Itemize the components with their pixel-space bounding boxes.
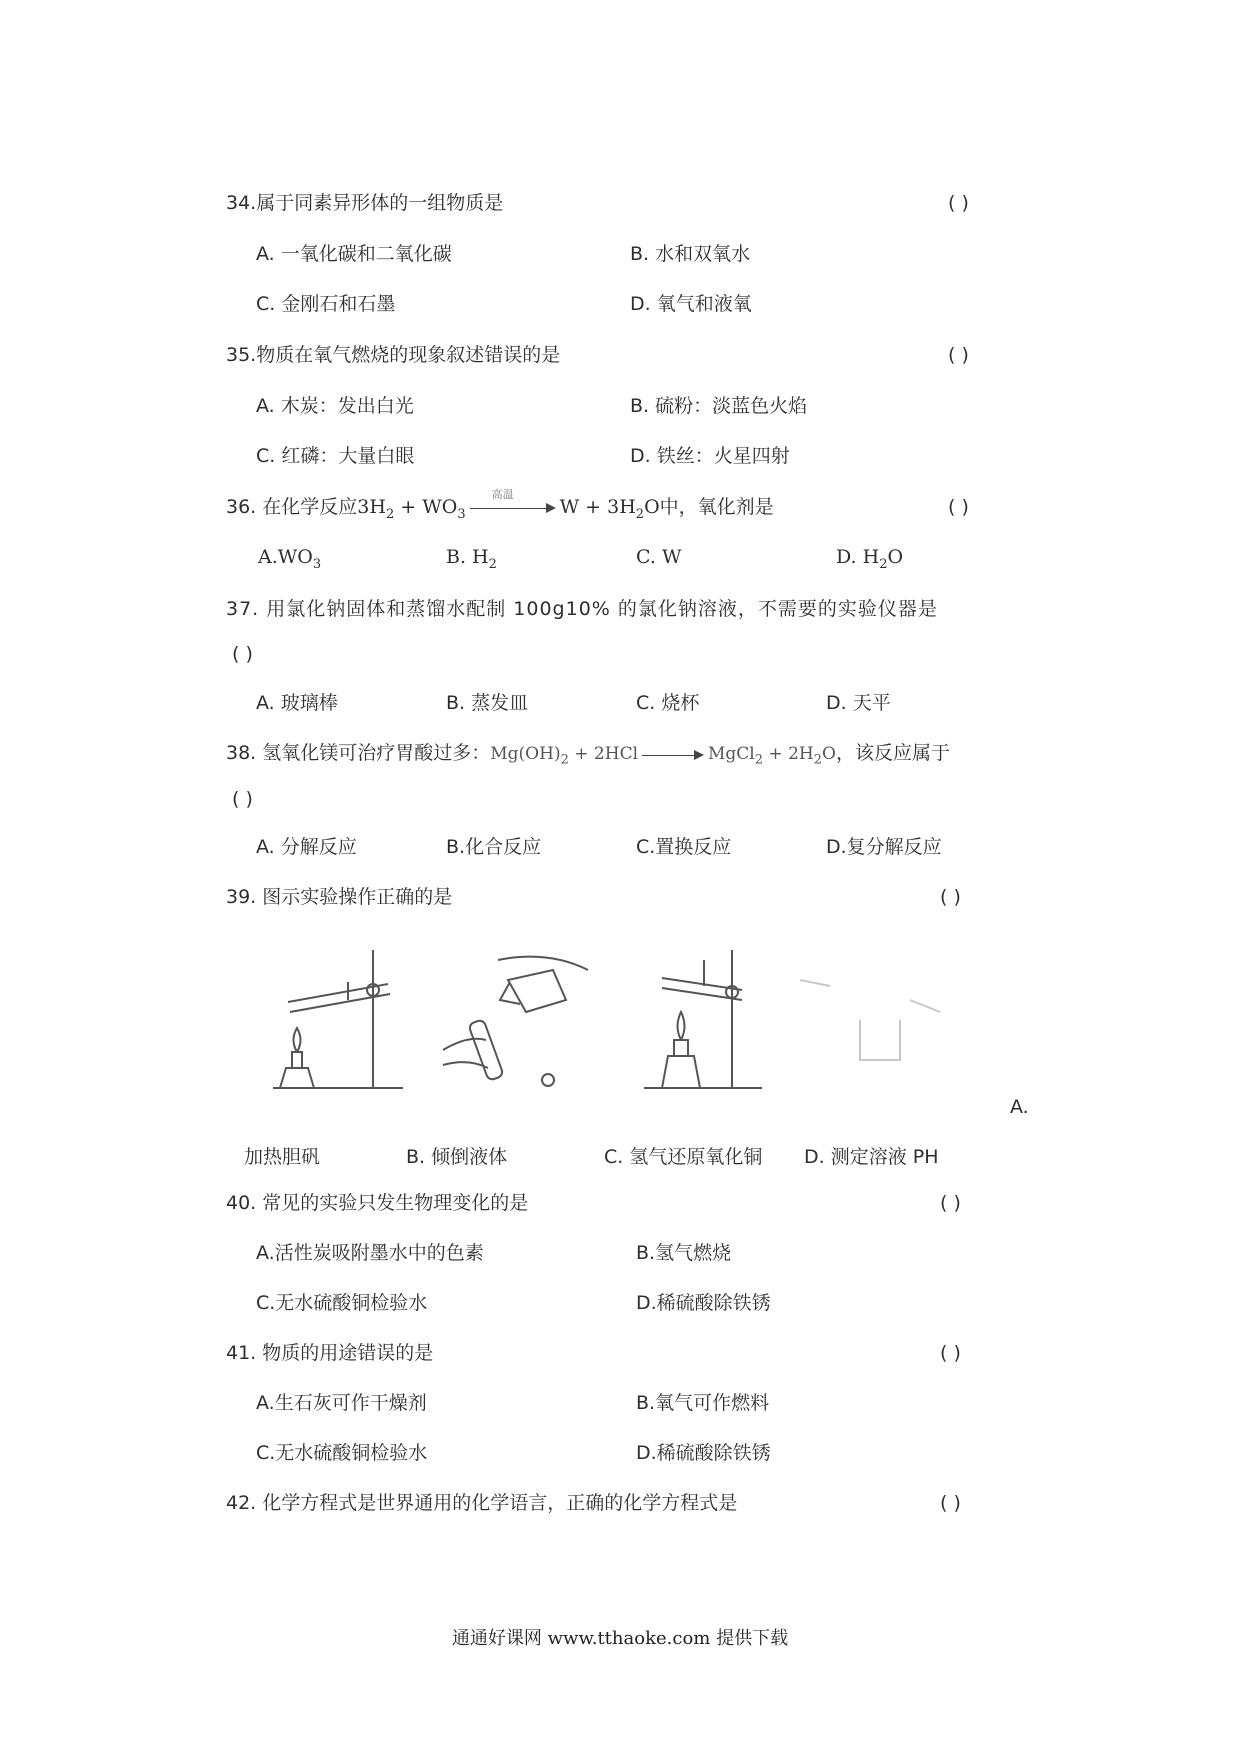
q36-eq-plus-sub: 3	[457, 506, 466, 522]
q36-option-b-main: B. H	[446, 546, 489, 568]
q36-option-d-main: D. H	[836, 546, 880, 568]
q38-eq-rhs: MgCl	[708, 744, 755, 764]
q38-eq-rhs-sub2: 2	[813, 752, 823, 768]
q38-eq-rhs-end: + 2H	[763, 744, 814, 764]
q38-option-c: C.置换反应	[636, 836, 732, 858]
question-36-stem	[226, 488, 774, 522]
q38-option-a: A. 分解反应	[256, 836, 357, 858]
q38-option-d: D.复分解反应	[826, 836, 942, 858]
q38-option-b: B.化合反应	[446, 836, 542, 858]
answer-bracket-42: ( )	[940, 1492, 961, 1514]
q38-equation	[490, 744, 836, 768]
q34-option-a: A. 一氧化碳和二氧化碳	[256, 243, 452, 265]
q36-option-b-sub: 2	[488, 556, 497, 572]
q38-stem-prefix: 38. 氢氧化镁可治疗胃酸过多：	[226, 742, 491, 764]
q40-option-b: B.氢气燃烧	[636, 1242, 732, 1264]
q34-option-d: D. 氧气和液氧	[630, 293, 752, 315]
q36-option-d-sub: 2	[879, 556, 888, 572]
answer-bracket-36: ( )	[948, 496, 969, 518]
figure-hydrogen-reduce-copper-oxide	[632, 940, 782, 1100]
q37-option-b: B. 蒸发皿	[446, 692, 529, 714]
q39-caption-b: B. 倾倒液体	[406, 1146, 508, 1168]
q36-option-d	[836, 546, 903, 572]
q35-option-a: A. 木炭：发出白光	[256, 395, 414, 417]
q39-caption-d: D. 测定溶液 PH	[804, 1146, 939, 1168]
q38-eq-rhs-sub: 2	[754, 752, 764, 768]
q40-option-d: D.稀硫酸除铁锈	[636, 1292, 771, 1314]
q37-option-d: D. 天平	[826, 692, 891, 714]
figure-pouring-liquid	[438, 940, 608, 1100]
q34-option-c: C. 金刚石和石墨	[256, 293, 396, 315]
q36-equation	[357, 488, 660, 522]
q39-trailing-a-label: A.	[1010, 1096, 1029, 1118]
answer-bracket-35: ( )	[948, 344, 969, 366]
question-42-stem: 42. 化学方程式是世界通用的化学语言，正确的化学方程式是	[226, 1492, 738, 1514]
q41-option-c: C.无水硫酸铜检验水	[256, 1442, 428, 1464]
question-38-stem	[226, 742, 950, 768]
q41-option-a: A.生石灰可作干燥剂	[256, 1392, 427, 1414]
q36-option-d-end: O	[887, 546, 904, 568]
q36-option-c	[636, 546, 681, 569]
answer-bracket-38: ( )	[232, 788, 253, 810]
q39-caption-a: 加热胆矾	[244, 1146, 321, 1168]
q34-option-b: B. 水和双氧水	[630, 243, 751, 265]
answer-bracket-41: ( )	[940, 1342, 961, 1364]
q36-option-c-main: C. W	[636, 546, 682, 568]
q36-eq-rhs-sub: 2	[635, 506, 645, 522]
q35-option-b: B. 硫粉：淡蓝色火焰	[630, 395, 808, 417]
q39-caption-c: C. 氢气还原氧化铜	[604, 1146, 763, 1168]
q36-eq-lhs: 3H	[357, 496, 386, 518]
footer-download-notice: 通通好课网 www.tthaoke.com 提供下载	[451, 1628, 789, 1649]
question-40-stem: 40. 常见的实验只发生物理变化的是	[226, 1192, 529, 1214]
pouring-liquid-icon	[438, 940, 608, 1100]
reaction-arrow-icon	[470, 488, 556, 514]
heating-apparatus-icon	[268, 940, 418, 1100]
question-35-stem: 35.物质在氧气燃烧的现象叙述错误的是	[226, 344, 561, 366]
hydrogen-reduction-icon	[632, 940, 782, 1100]
ph-test-icon	[790, 940, 970, 1100]
answer-bracket-37: ( )	[232, 643, 253, 665]
q36-stem-prefix: 36. 在化学反应	[226, 496, 358, 518]
question-34-stem: 34.属于同素异形体的一组物质是	[226, 192, 504, 214]
q40-option-c: C.无水硫酸铜检验水	[256, 1292, 428, 1314]
q36-option-b	[446, 546, 497, 572]
q38-eq-rhs-end2: O	[822, 744, 836, 764]
q38-eq-lhs: Mg(OH)	[490, 744, 561, 764]
q35-option-d: D. 铁丝：火星四射	[630, 445, 790, 467]
q36-eq-lhs-sub: 2	[385, 506, 395, 522]
answer-bracket-34: ( )	[948, 192, 969, 214]
q41-option-b: B.氧气可作燃料	[636, 1392, 770, 1414]
q36-option-a	[258, 546, 321, 572]
q36-eq-rhs: W + 3H	[559, 496, 636, 518]
question-37-stem: 37. 用氯化钠固体和蒸馏水配制 100g10% 的氯化钠溶液，不需要的实验仪器是	[226, 598, 938, 620]
q36-eq-rhs-end: O	[644, 496, 660, 518]
q35-option-c: C. 红磷：大量白眼	[256, 445, 415, 467]
q38-eq-lhs-sub: 2	[560, 752, 569, 768]
q37-option-a: A. 玻璃棒	[256, 692, 338, 714]
figure-measure-solution-ph	[790, 940, 970, 1100]
q36-option-a-sub: 3	[312, 556, 322, 572]
q38-eq-plus: + 2HCl	[568, 744, 639, 764]
question-39-stem: 39. 图示实验操作正确的是	[226, 886, 453, 908]
q36-stem-suffix: 中，氧化剂是	[659, 496, 774, 518]
q37-option-c: C. 烧杯	[636, 692, 700, 714]
answer-bracket-39: ( )	[940, 886, 961, 908]
q41-option-d: D.稀硫酸除铁锈	[636, 1442, 771, 1464]
question-41-stem: 41. 物质的用途错误的是	[226, 1342, 434, 1364]
figure-heating-blue-vitriol	[268, 940, 418, 1100]
q36-eq-plus: + WO	[394, 496, 458, 518]
q38-stem-suffix: ，该反应属于	[835, 742, 950, 764]
q36-option-a-main: A.WO	[258, 546, 313, 568]
reaction-arrow-icon	[642, 749, 704, 761]
q36-eq-condition: 高温	[491, 488, 514, 501]
q40-option-a: A.活性炭吸附墨水中的色素	[256, 1242, 484, 1264]
answer-bracket-40: ( )	[940, 1192, 961, 1214]
